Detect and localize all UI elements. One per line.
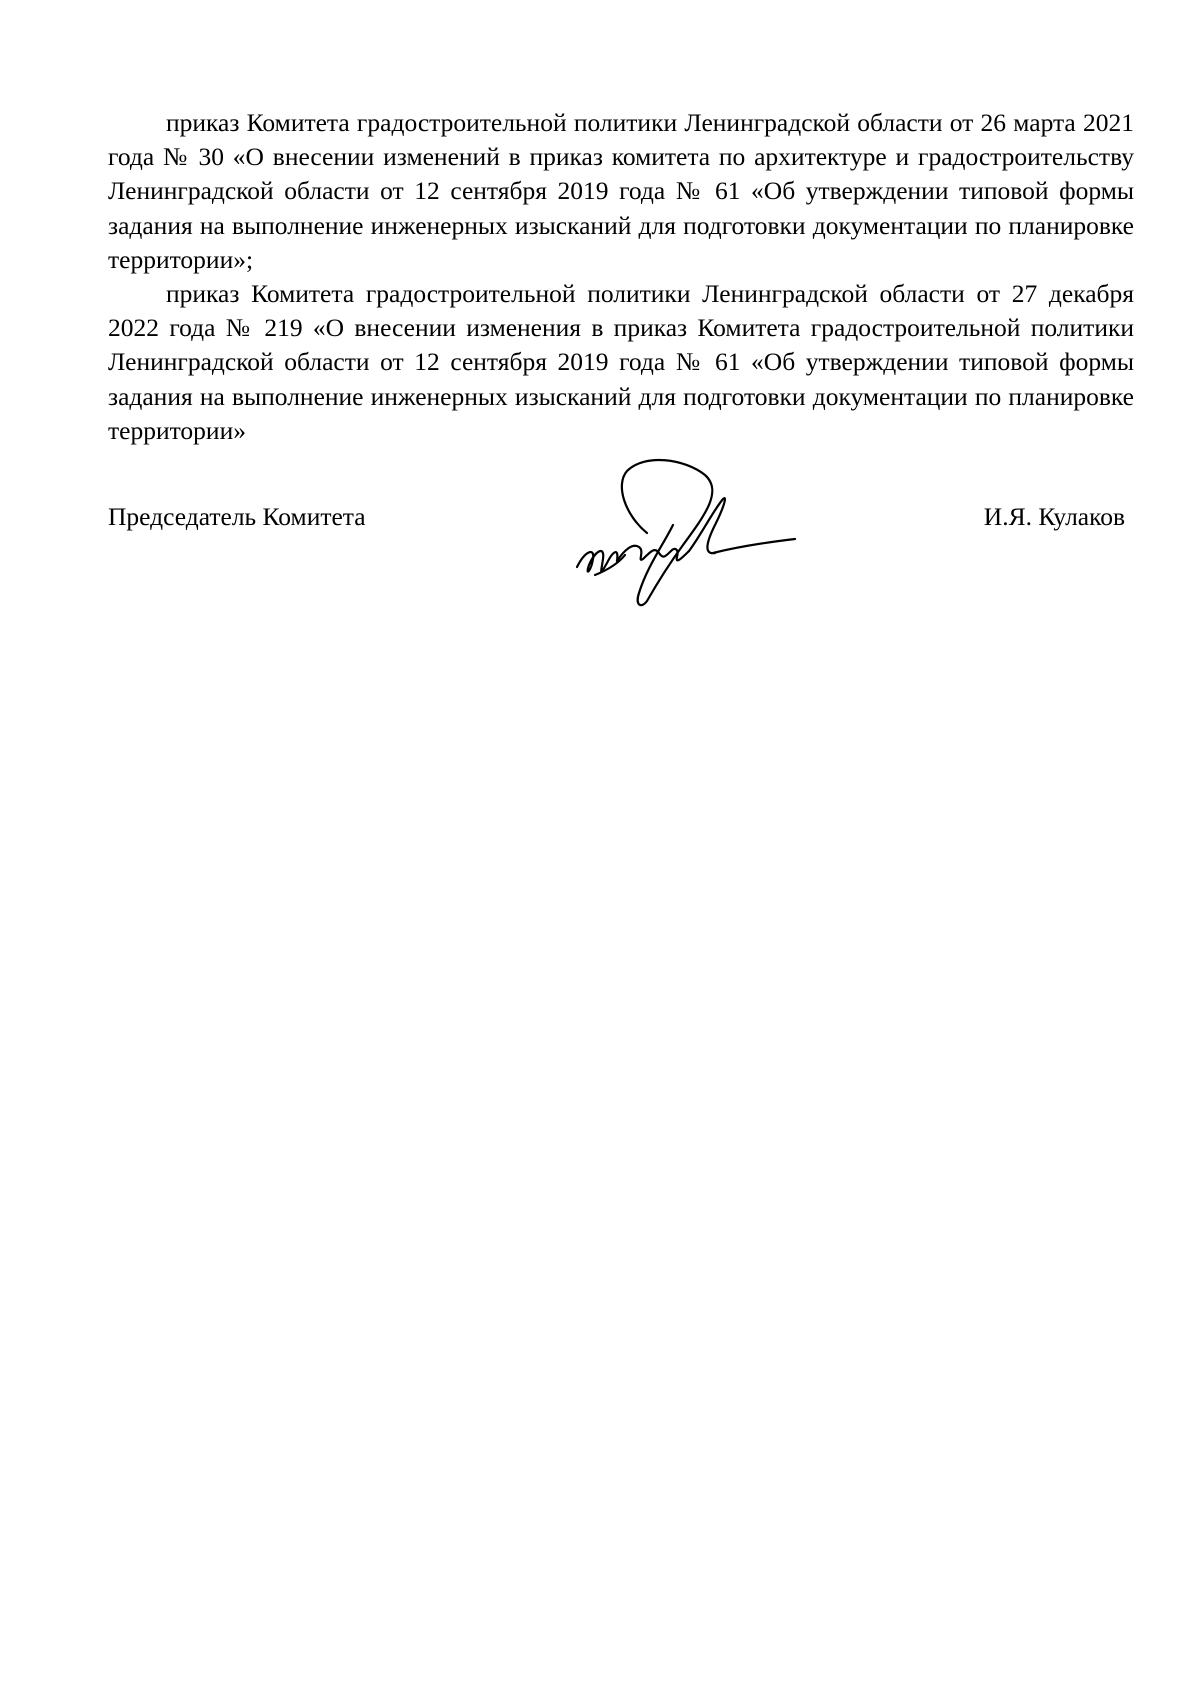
signatory-name: И.Я. Кулаков: [983, 502, 1125, 531]
order-reference-paragraph: приказ Комитета градостроительной политики Ленинградской области от 26 марта 2021 года № 30 «О внесении изменений в приказ комитета по архитектуре и градостроительству Ленинградской области от 12 сентября 2019 года № 61 «Об утверждении типовой формы задания на выполнение инженерных изысканий для подготовки документации по планировке территории»;: [108, 108, 1134, 274]
signatory-position: Председатель Комитета: [108, 502, 366, 531]
document-body: [108, 106, 1134, 448]
handwritten-signature-icon: [555, 455, 805, 615]
order-reference-paragraph: приказ Комитета градостроительной политики Ленинградской области от 27 декабря 2022 года № 219 «О внесении изменения в приказ Комитета градостроительной политики Ленинградской области от 12 сентября 2019 года № 61 «Об утверждении типовой формы задания на выполнение инженерных изысканий для подготовки документации по планировке территории»: [108, 279, 1134, 445]
